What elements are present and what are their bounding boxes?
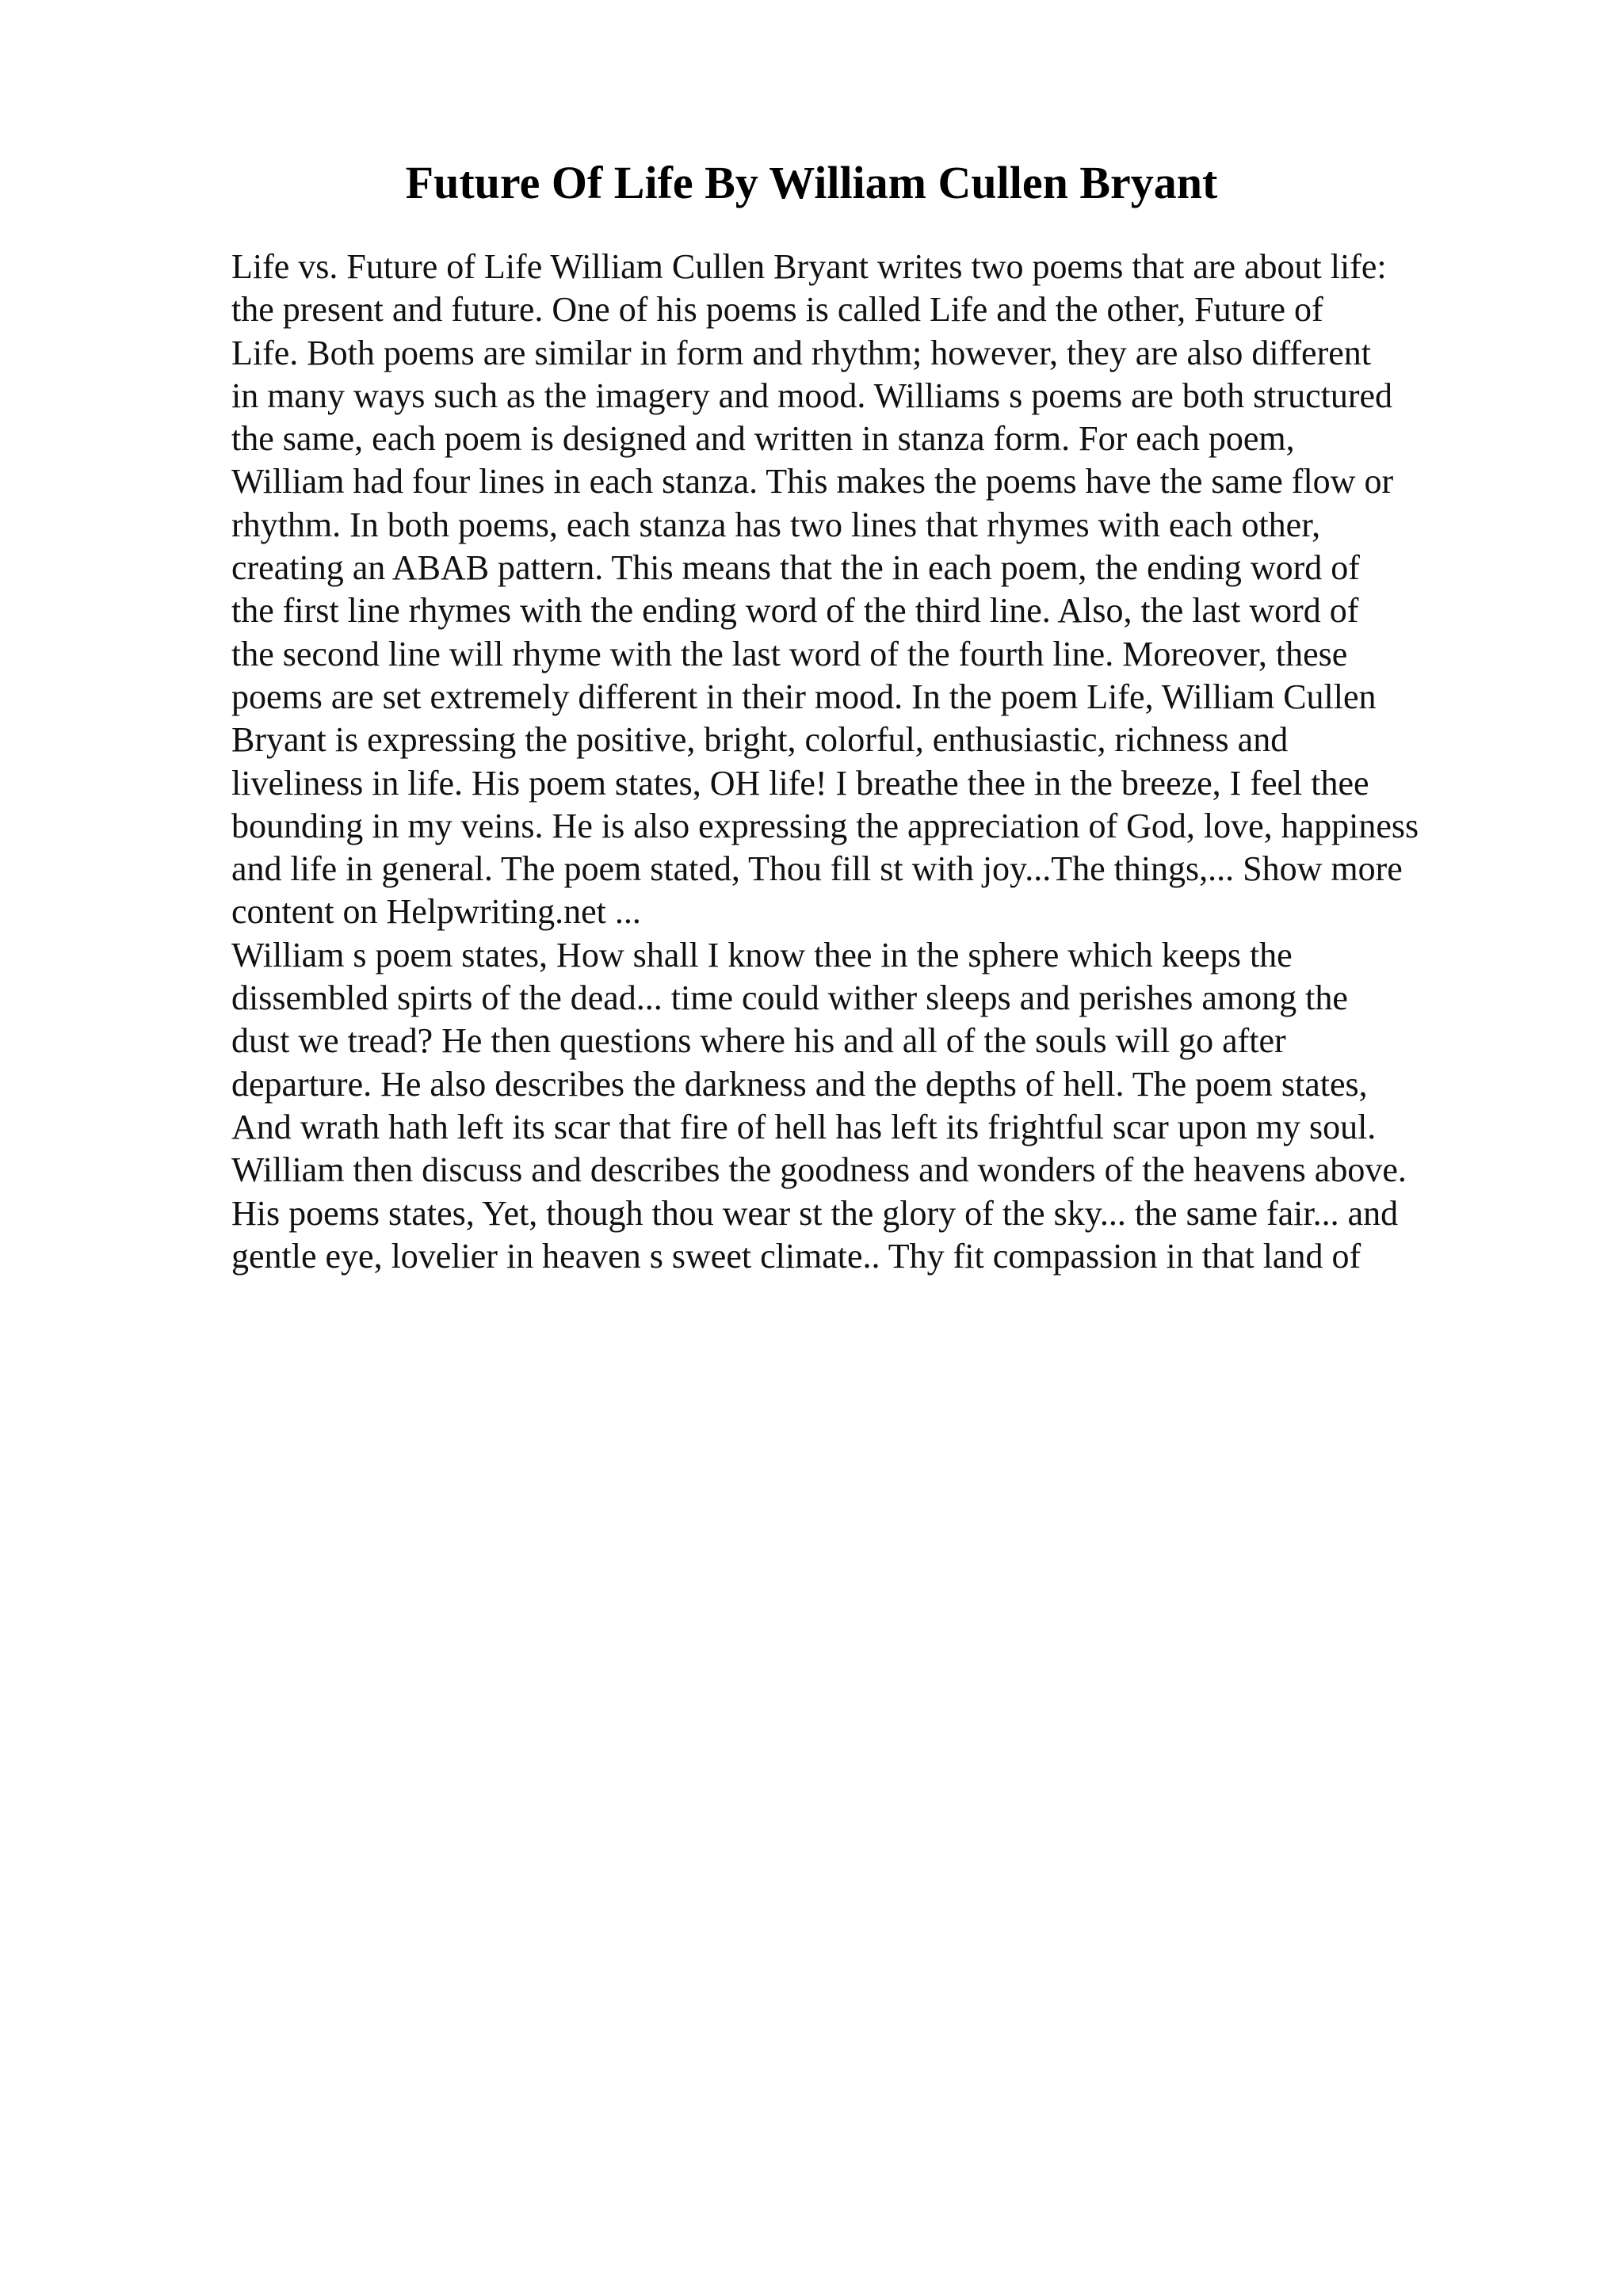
text-line: William had four lines in each stanza. This makes the poems have the same flow or xyxy=(231,462,1394,502)
text-line: gentle eye, lovelier in heaven s sweet climate.. Thy fit compassion in that land of xyxy=(231,1236,1361,1276)
text-line: the second line will rhyme with the last word of the fourth line. Moreover, these xyxy=(231,634,1348,673)
text-line: Life vs. Future of Life William Cullen Bryant writes two poems that are about life: xyxy=(231,247,1387,286)
text-line: William then discuss and describes the goodness and wonders of the heavens above. xyxy=(231,1150,1407,1190)
text-line: Bryant is expressing the positive, bright, colorful, enthusiastic, richness and xyxy=(231,720,1289,760)
text-line: creating an ABAB pattern. This means that the in each poem, the ending word of xyxy=(231,548,1360,588)
paragraph-2 xyxy=(231,934,1499,1278)
text-line: departure. He also describes the darkness and the depths of hell. The poem states, xyxy=(231,1064,1368,1104)
text-line: dissembled spirts of the dead... time could wither sleeps and perishes among the xyxy=(231,978,1348,1018)
text-line: content on Helpwriting.net ... xyxy=(231,892,641,932)
page-title: Future Of Life By William Cullen Bryant xyxy=(405,157,1218,208)
text-line: liveliness in life. His poem states, OH life! I breathe thee in the breeze, I feel thee xyxy=(231,763,1369,803)
paragraph-1 xyxy=(231,246,1499,934)
text-line: dust we tread? He then questions where his and all of the souls will go after xyxy=(231,1021,1286,1061)
text-line: bounding in my veins. He is also expressing the appreciation of God, love, happiness xyxy=(231,806,1419,845)
text-line: William s poem states, How shall I know thee in the sphere which keeps the xyxy=(231,935,1293,974)
text-line: and life in general. The poem stated, Thou fill st with joy...The things,... Show more xyxy=(231,849,1403,889)
text-line: rhythm. In both poems, each stanza has two lines that rhymes with each other, xyxy=(231,505,1321,544)
text-line: in many ways such as the imagery and mood. Williams s poems are both structured xyxy=(231,376,1392,415)
text-line: poems are set extremely different in their mood. In the poem Life, William Cullen xyxy=(231,677,1377,716)
text-line: the first line rhymes with the ending word of the third line. Also, the last word of xyxy=(231,591,1359,631)
document-body xyxy=(231,246,1499,1278)
text-line: Life. Both poems are similar in form and rhythm; however, they are also different xyxy=(231,333,1371,372)
text-line: the same, each poem is designed and written in stanza form. For each poem, xyxy=(231,419,1295,459)
text-line: His poems states, Yet, though thou wear st the glory of the sky... the same fair... and xyxy=(231,1193,1399,1233)
text-line: the present and future. One of his poems is called Life and the other, Future of xyxy=(231,290,1323,330)
text-line: And wrath hath left its scar that fire of hell has left its frightful scar upon my soul. xyxy=(231,1107,1377,1146)
